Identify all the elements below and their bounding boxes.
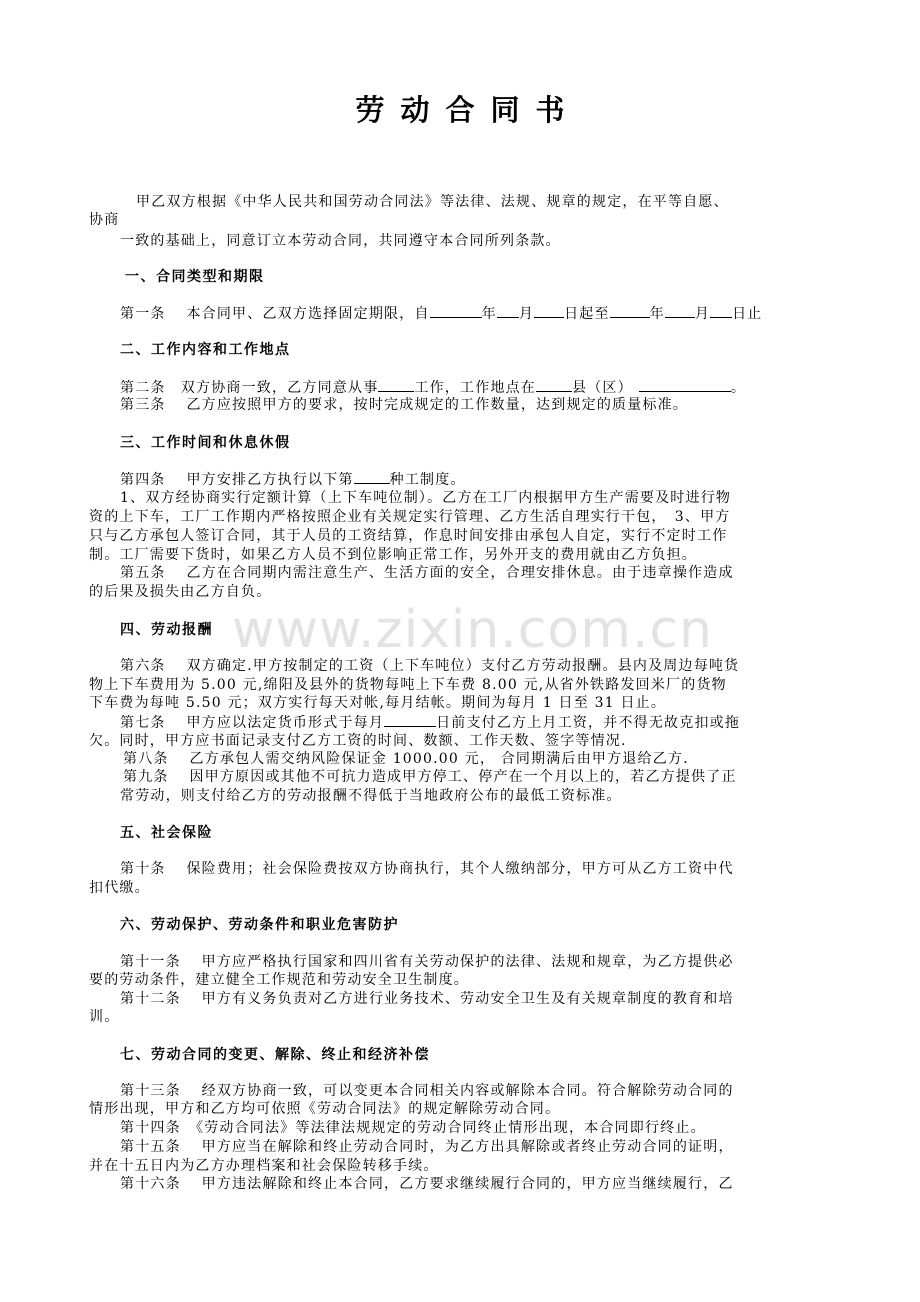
article-5-line-1: 第五条 乙方在合同期内需注意生产、生活方面的安全，合理安排休息。由于违章操作造成	[120, 565, 734, 581]
article-13-line-1: 第十三条 经双方协商一致，可以变更本合同相关内容或解除本合同。符合解除劳动合同的	[120, 1083, 734, 1099]
article-6-line-1: 第六条 双方确定.甲方按制定的工资（上下车吨位）支付乙方劳动报酬。县内及周边每吨货	[120, 658, 740, 674]
blank-county	[536, 378, 572, 392]
article-8: 第八条 乙方承包人需交纳风险保证金 1000.00 元， 合同期满后由甲方退给乙方.	[123, 751, 689, 767]
intro-line-1: 甲乙双方根据《中华人民共和国劳动合同法》等法律、法规、规章的规定，在平等自愿、	[136, 194, 729, 210]
article-1-month-label: 月	[518, 306, 535, 322]
blank-end-year	[610, 304, 650, 318]
heading-section-6: 六、劳动保护、劳动条件和职业危害防护	[120, 917, 399, 933]
article-4-item-1c: 只与乙方承包人签订合同，其于人员的工资结算，作息时间安排由承包人自定，实行不定时工作	[89, 528, 728, 544]
heading-section-1: 一、合同类型和期限	[125, 269, 265, 285]
blank-work-system	[354, 470, 390, 484]
heading-section-3: 三、工作时间和休息休假	[120, 435, 291, 451]
heading-section-2: 二、工作内容和工作地点	[120, 342, 291, 358]
article-2-text: 第二条 双方协商一致，乙方同意从事	[120, 380, 379, 396]
article-7-text: 第七条 甲方应以法定货币形式于每月	[120, 715, 385, 731]
article-4-end: 种工制度。	[389, 472, 466, 488]
article-5-line-2: 的后果及损失由乙方自负。	[89, 584, 272, 600]
article-9-line-1: 第九条 因甲方原因或其他不可抗力造成甲方停工、停产在一个月以上的，若乙方提供了正	[123, 769, 737, 785]
article-10-line-2: 扣代缴。	[89, 880, 150, 896]
blank-end-month	[665, 304, 695, 318]
article-11-line-2: 要的劳动条件，建立健全工作规范和劳动安全卫生制度。	[89, 972, 469, 988]
article-12-line-2: 训。	[89, 1009, 120, 1025]
article-6-line-3: 下车费为每吨 5.50 元；双方实行每天对帐,每月结帐。期间为每月 1 日至 31 日止。	[89, 695, 667, 711]
article-2-county: 县（区）	[572, 380, 633, 396]
article-1-end-day-label: 日止	[732, 306, 763, 322]
intro-line-2: 协商	[89, 212, 120, 228]
heading-section-5: 五、社会保险	[120, 825, 213, 841]
article-9-line-2: 常劳动，则支付给乙方的劳动报酬不得低于当地政府公布的最低工资标准。	[120, 788, 622, 804]
article-12-line-1: 第十二条 甲方有义务负责对乙方进行业务技术、劳动安全卫生及有关规章制度的教育和培	[120, 991, 734, 1007]
article-7-line-2: 欠。同时，甲方应书面记录支付乙方工资的时间、数额、工作天数、签字等情况.	[89, 733, 627, 749]
heading-section-4: 四、劳动报酬	[120, 622, 213, 638]
blank-start-month	[497, 304, 519, 318]
article-2-end: 。	[730, 380, 747, 396]
article-1-end-year-label: 年	[649, 306, 665, 322]
article-7-end: 日前支付乙方上月工资，并不得无故克扣或拖	[436, 715, 741, 731]
blank-job	[378, 378, 414, 392]
article-4-text: 第四条 甲方安排乙方执行以下第	[120, 472, 354, 488]
article-1-text: 第一条 本合同甲、乙双方选择固定期限，自	[120, 306, 430, 322]
article-1	[120, 304, 762, 323]
article-10-line-1: 第十条 保险费用；社会保险费按双方协商执行，其个人缴纳部分，甲方可从乙方工资中代	[120, 861, 734, 877]
article-3: 第三条 乙方应按照甲方的要求，按时完成规定的工作数量，达到规定的质量标准。	[120, 397, 689, 413]
article-15-line-1: 第十五条 甲方应当在解除和终止劳动合同时，为乙方出具解除或者终止劳动合同的证明，	[120, 1139, 734, 1155]
heading-section-7: 七、劳动合同的变更、解除、终止和经济补偿	[120, 1047, 430, 1063]
article-1-end-month-label: 月	[694, 306, 711, 322]
article-16-line-1: 第十六条 甲方违法解除和终止本合同，乙方要求继续履行合同的，甲方应当继续履行，乙	[120, 1176, 734, 1192]
article-4-item-1b: 资的上下车，工厂工作期内严格按照企业有关规定实行管理、乙方生活自理实行干包， 3、甲方	[89, 509, 731, 525]
watermark: www.zixin.com.cn	[232, 600, 713, 660]
blank-start-day	[534, 304, 564, 318]
article-11-line-1: 第十一条 甲方应严格执行国家和四川省有关劳动保护的法律、法规和规章，为乙方提供必	[120, 954, 734, 970]
article-15-line-2: 并在十五日内为乙方办理档案和社会保险转移手续。	[89, 1158, 439, 1174]
article-2-mid: 工作，工作地点在	[414, 380, 537, 396]
article-4-item-1a: 1、双方经协商实行定额计算（上下车吨位制）。乙方在工厂内根据甲方生产需要及时进行物	[120, 490, 732, 506]
blank-location	[639, 378, 731, 392]
article-7-line-1	[120, 713, 740, 732]
article-4	[120, 470, 466, 489]
blank-end-day	[710, 304, 732, 318]
intro-line-3: 一致的基础上，同意订立本劳动合同，共同遵守本合同所列条款。	[120, 233, 561, 249]
article-13-line-2: 情形出现，甲方和乙方均可依照《劳动合同法》的规定解除劳动合同。	[89, 1101, 561, 1117]
article-6-line-2: 物上下车费用为 5.00 元,绵阳及县外的货物每吨上下车费 8.00 元,从省外铁路发回米厂的货物	[89, 677, 727, 693]
article-1-year-label: 年	[481, 306, 497, 322]
article-4-item-1d: 制。工厂需要下货时，如果乙方人员不到位影响正常工作，另外开支的费用就由乙方负担。	[89, 547, 697, 563]
blank-pay-day	[384, 713, 436, 727]
article-2	[120, 378, 746, 397]
blank-start-year	[430, 304, 482, 318]
article-14: 第十四条 《劳动合同法》等法律法规规定的劳动合同终止情形出现，本合同即行终止。	[120, 1120, 706, 1136]
article-1-day-label: 日起至	[564, 306, 610, 322]
document-title: 劳动合同书	[355, 93, 581, 127]
